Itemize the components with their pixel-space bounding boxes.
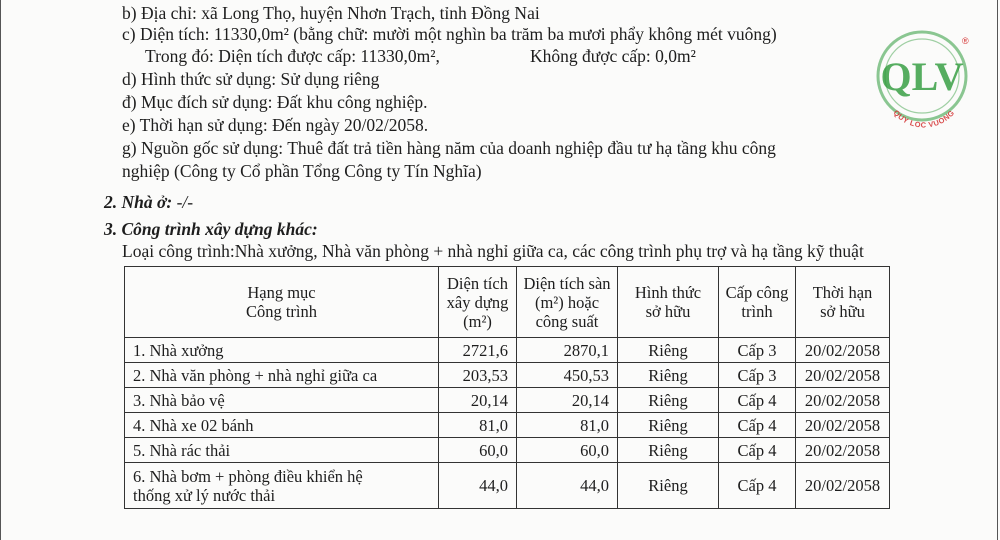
table-row bbox=[125, 463, 890, 509]
section-2-value: -/- bbox=[172, 192, 194, 212]
usage-form-line: d) Hình thức sử dụng: Sử dụng riêng bbox=[122, 69, 380, 89]
usage-purpose-line: đ) Mục đích sử dụng: Đất khu công nghiệp. bbox=[122, 92, 428, 112]
watermark-tagline: QUY LOC VUONG bbox=[891, 108, 957, 130]
cell-ownership-form: Riêng bbox=[618, 338, 719, 363]
cell-floor-area: 81,0 bbox=[517, 413, 618, 438]
section-2-heading bbox=[104, 192, 193, 212]
page-left-edge bbox=[0, 0, 1, 540]
cell-building-area: 60,0 bbox=[439, 438, 517, 463]
table-row bbox=[125, 338, 890, 363]
header-building-area: Diện tích xây dựng (m²) bbox=[439, 267, 517, 338]
page-right-edge bbox=[997, 0, 998, 540]
cell-ownership-form: Riêng bbox=[618, 363, 719, 388]
section-3-type-line: Loại công trình:Nhà xưởng, Nhà văn phòng + nhà nghỉ giữa ca, các công trình phụ trợ và hạ tầng kỹ thuật bbox=[122, 241, 864, 261]
cell-ownership-term: 20/02/2058 bbox=[796, 413, 890, 438]
cell-grade: Cấp 4 bbox=[719, 438, 796, 463]
cell-building-area: 81,0 bbox=[439, 413, 517, 438]
usage-origin-line-cont: nghiệp (Công ty Cổ phần Tổng Công ty Tín Nghĩa) bbox=[122, 161, 482, 181]
cell-grade: Cấp 4 bbox=[719, 413, 796, 438]
area-line: c) Diện tích: 11330,0m² (bằng chữ: mười một nghìn ba trăm ba mươi phẩy không mét vuông) bbox=[122, 24, 777, 44]
area-granted-line: Trong đó: Diện tích được cấp: 11330,0m², bbox=[145, 46, 440, 66]
cell-ownership-form: Riêng bbox=[618, 438, 719, 463]
cell-floor-area: 2870,1 bbox=[517, 338, 618, 363]
cell-ownership-term: 20/02/2058 bbox=[796, 338, 890, 363]
header-floor-area: Diện tích sàn (m²) hoặc công suất bbox=[517, 267, 618, 338]
section-2-title: 2. Nhà ở: bbox=[104, 192, 173, 212]
section-3-title: 3. Công trình xây dựng khác: bbox=[104, 219, 318, 239]
cell-ownership-term: 20/02/2058 bbox=[796, 438, 890, 463]
cell-floor-area: 450,53 bbox=[517, 363, 618, 388]
cell-floor-area: 44,0 bbox=[517, 463, 618, 509]
usage-term-line: e) Thời hạn sử dụng: Đến ngày 20/02/2058. bbox=[122, 115, 429, 135]
cell-item: 1. Nhà xưởng bbox=[125, 338, 439, 363]
cell-grade: Cấp 4 bbox=[719, 463, 796, 509]
cell-grade: Cấp 3 bbox=[719, 363, 796, 388]
cell-ownership-form: Riêng bbox=[618, 413, 719, 438]
cell-grade: Cấp 3 bbox=[719, 338, 796, 363]
header-ownership-form: Hình thức sở hữu bbox=[618, 267, 719, 338]
address-line: b) Địa chỉ: xã Long Thọ, huyện Nhơn Trạch, tỉnh Đồng Nai bbox=[122, 3, 540, 23]
cell-building-area: 20,14 bbox=[439, 388, 517, 413]
cell-building-area: 2721,6 bbox=[439, 338, 517, 363]
cell-item: 2. Nhà văn phòng + nhà nghỉ giữa ca bbox=[125, 363, 439, 388]
cell-building-area: 44,0 bbox=[439, 463, 517, 509]
table-row bbox=[125, 413, 890, 438]
table-header-row bbox=[125, 267, 890, 338]
cell-ownership-form: Riêng bbox=[618, 463, 719, 509]
watermark-letters: QLV bbox=[880, 54, 964, 99]
table-row bbox=[125, 438, 890, 463]
cell-floor-area: 20,14 bbox=[517, 388, 618, 413]
header-item: Hạng mục Công trình bbox=[125, 267, 439, 338]
cell-ownership-term: 20/02/2058 bbox=[796, 363, 890, 388]
cell-item: 3. Nhà bảo vệ bbox=[125, 388, 439, 413]
area-not-granted-line: Không được cấp: 0,0m² bbox=[530, 46, 696, 66]
cell-floor-area: 60,0 bbox=[517, 438, 618, 463]
cell-building-area: 203,53 bbox=[439, 363, 517, 388]
cell-item: 4. Nhà xe 02 bánh bbox=[125, 413, 439, 438]
header-ownership-term: Thời hạn sở hữu bbox=[796, 267, 890, 338]
cell-item: 5. Nhà rác thải bbox=[125, 438, 439, 463]
cell-item: 6. Nhà bơm + phòng điều khiển hệ thống xử lý nước thải bbox=[125, 463, 439, 509]
cell-grade: Cấp 4 bbox=[719, 388, 796, 413]
qlv-watermark-logo bbox=[866, 28, 978, 140]
usage-origin-line: g) Nguồn gốc sử dụng: Thuê đất trả tiền hàng năm của doanh nghiệp đầu tư hạ tầng khu công bbox=[122, 138, 776, 158]
header-grade: Cấp công trình bbox=[719, 267, 796, 338]
cell-ownership-form: Riêng bbox=[618, 388, 719, 413]
cell-ownership-term: 20/02/2058 bbox=[796, 463, 890, 509]
construction-table bbox=[124, 266, 890, 509]
watermark-registered-mark: ® bbox=[962, 36, 969, 46]
table-row bbox=[125, 388, 890, 413]
cell-ownership-term: 20/02/2058 bbox=[796, 388, 890, 413]
table-row bbox=[125, 363, 890, 388]
